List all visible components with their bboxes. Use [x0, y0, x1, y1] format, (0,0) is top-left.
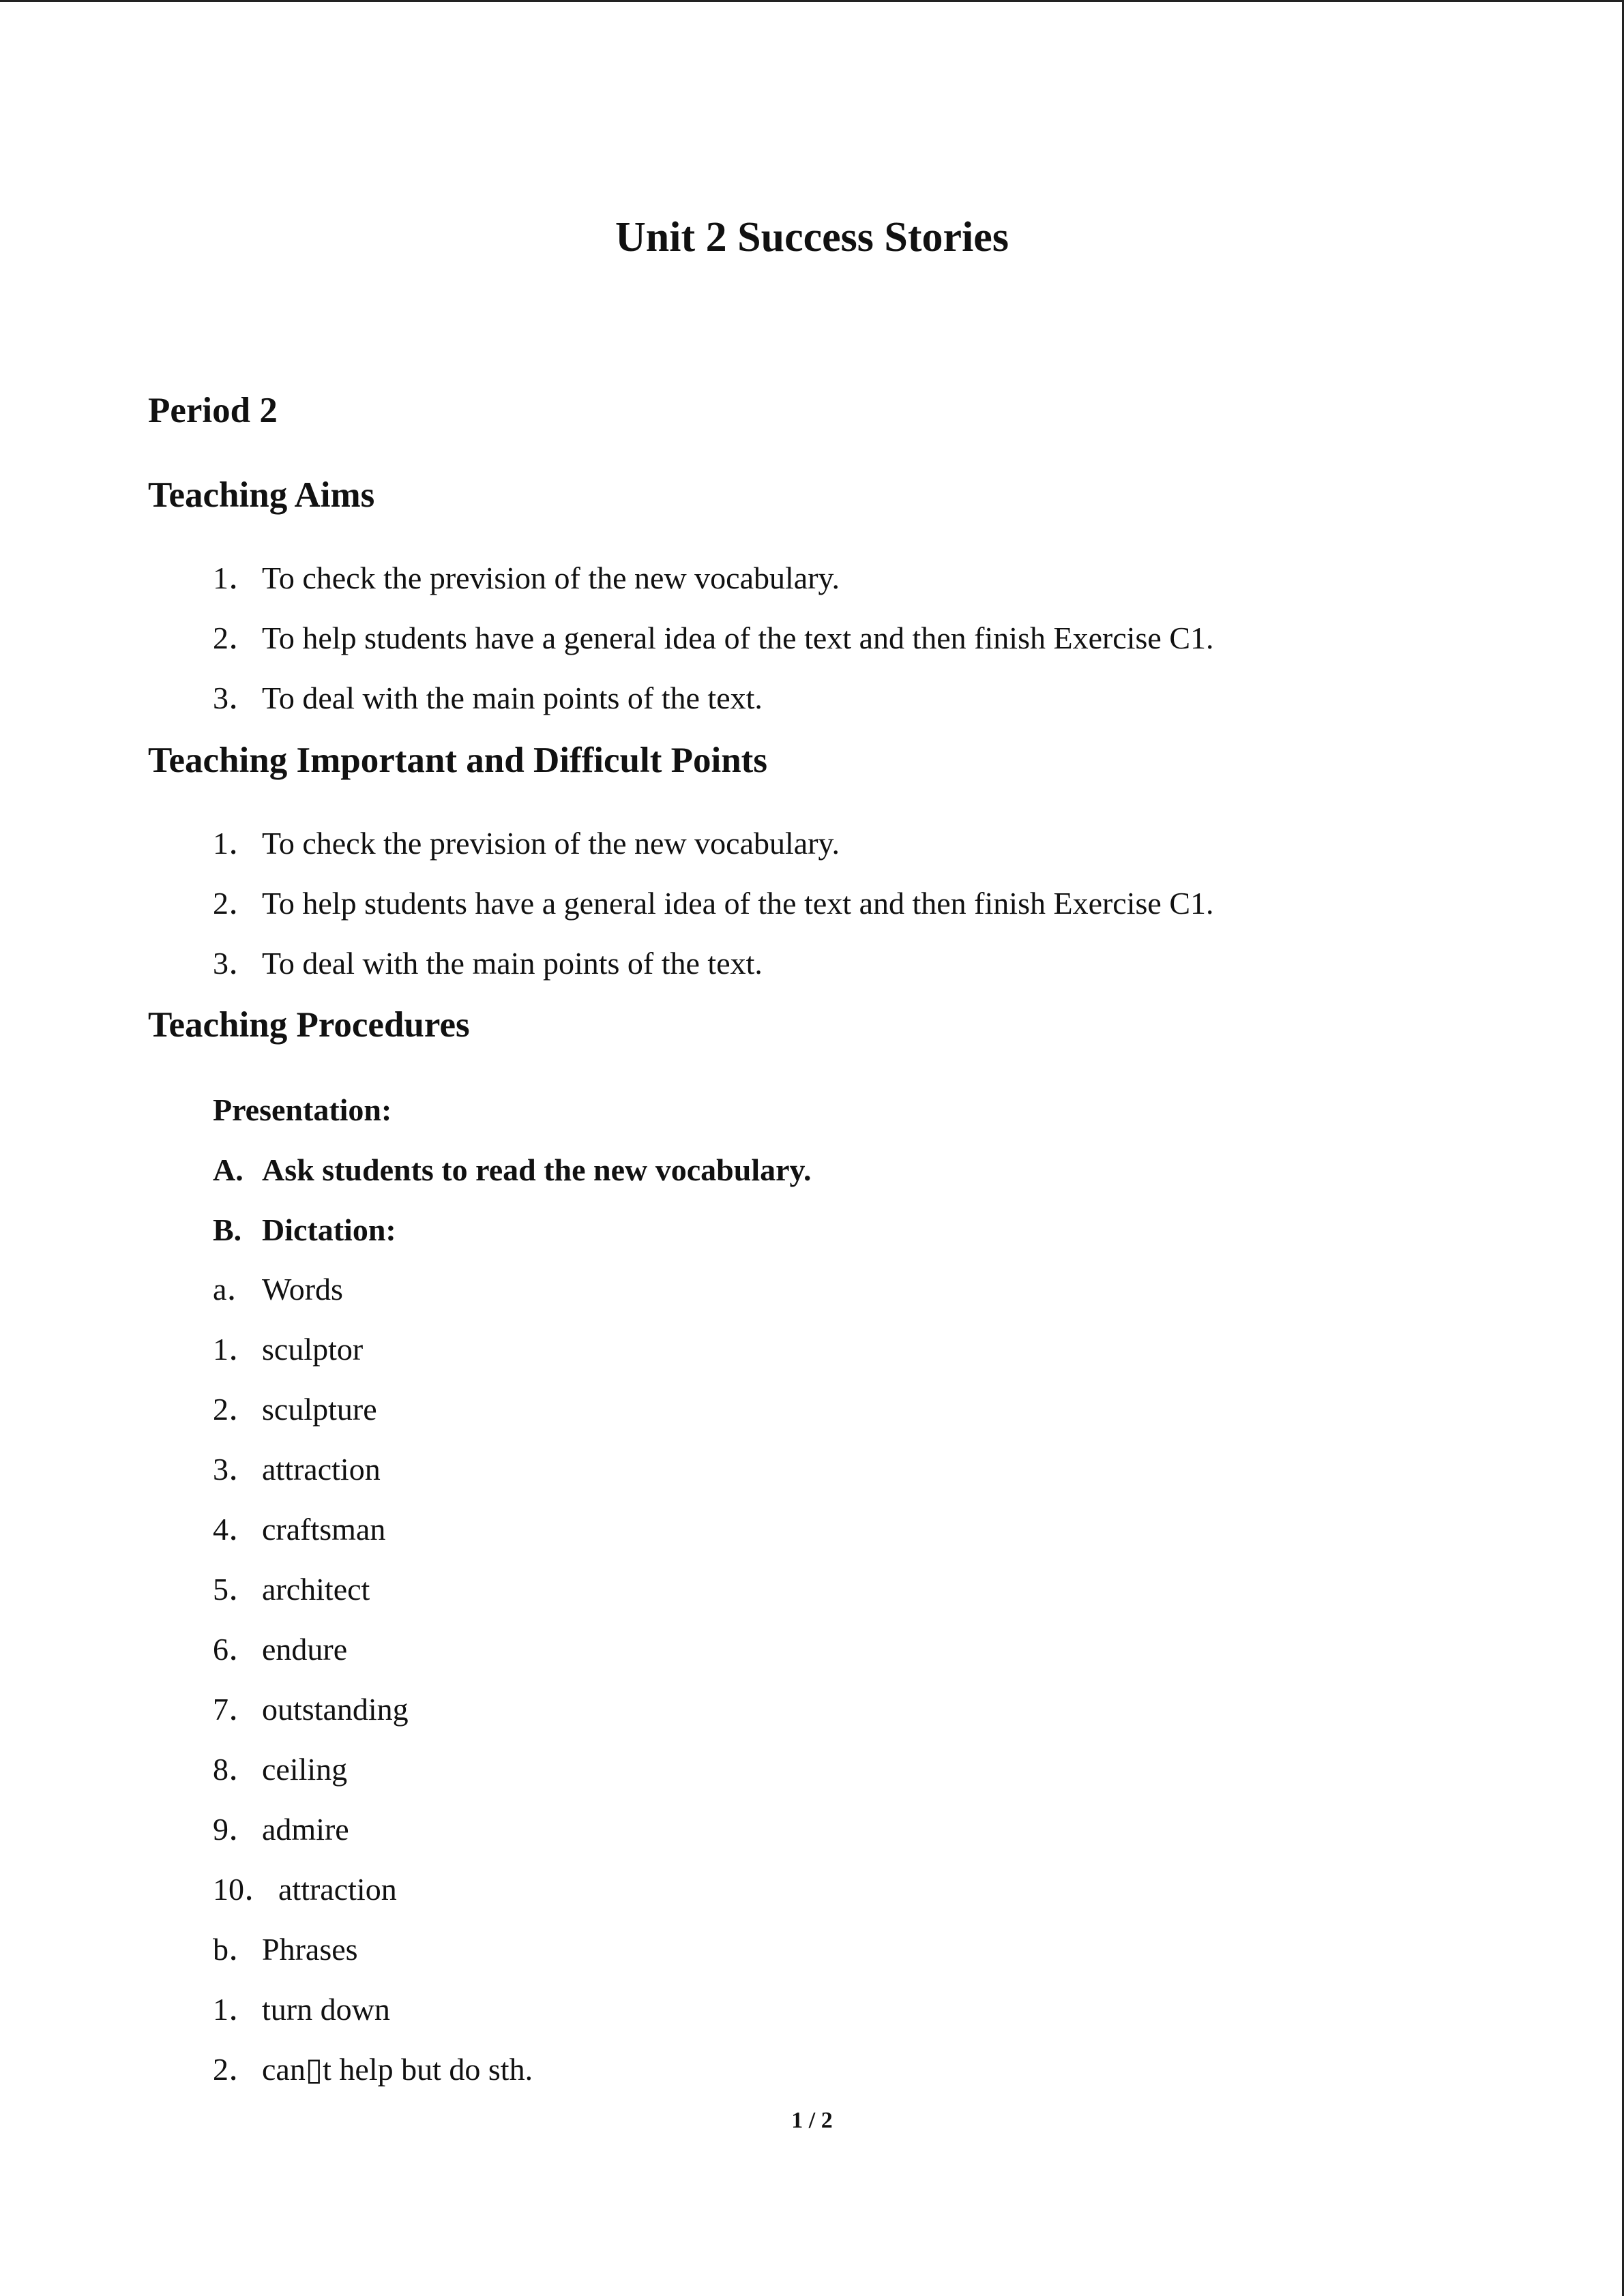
word-number: 1． [213, 1332, 260, 1367]
step-a [213, 1151, 812, 1189]
word-number: 10． [213, 1872, 276, 1907]
word-text: ceiling [262, 1752, 348, 1787]
word-number: 2． [213, 1392, 260, 1427]
word-text: architect [262, 1572, 370, 1607]
points-item [213, 944, 763, 982]
phrase-text: can▯t help but do sth. [262, 2052, 533, 2087]
points-item-number: 2． [213, 886, 260, 921]
word-item [213, 1510, 385, 1548]
phrase-item [213, 1991, 390, 2028]
word-text: craftsman [262, 1512, 386, 1547]
word-item [213, 1630, 347, 1668]
word-number: 5． [213, 1572, 260, 1607]
presentation-label: Presentation: [213, 1092, 392, 1127]
word-text: attraction [262, 1452, 381, 1487]
word-number: 6． [213, 1632, 260, 1667]
words-label [213, 1270, 343, 1308]
phrases-label-letter: b． [213, 1932, 260, 1967]
aims-item-number: 2． [213, 621, 260, 655]
aims-item-text: To help students have a general idea of the text and then finish Exercise C1. [262, 621, 1214, 655]
points-item-number: 1． [213, 826, 260, 861]
phrases-label-text: Phrases [262, 1932, 358, 1967]
teaching-aims-heading: Teaching Aims [148, 475, 375, 515]
page-number: 1 / 2 [791, 2108, 833, 2133]
points-item [213, 824, 840, 862]
word-text: attraction [278, 1872, 397, 1907]
word-item [213, 1390, 377, 1428]
word-text: outstanding [262, 1692, 409, 1727]
step-b-letter: B. [213, 1212, 242, 1247]
points-item-number: 3． [213, 946, 260, 981]
words-label-letter: a． [213, 1272, 259, 1307]
points-item-text: To deal with the main points of the text. [262, 946, 763, 981]
word-number: 3． [213, 1452, 260, 1487]
aims-item-text: To deal with the main points of the text. [262, 681, 763, 715]
aims-item-number: 3． [213, 681, 260, 715]
word-text: admire [262, 1812, 349, 1847]
word-number: 8． [213, 1752, 260, 1787]
word-item [213, 1690, 409, 1728]
period-heading: Period 2 [148, 391, 278, 430]
aims-item-text: To check the prevision of the new vocabulary. [262, 561, 840, 595]
phrases-label [213, 1930, 358, 1968]
word-text: endure [262, 1632, 348, 1667]
word-item [213, 1750, 347, 1788]
step-b [213, 1211, 396, 1249]
word-item [213, 1570, 370, 1608]
aims-item [213, 619, 1214, 657]
word-item [213, 1330, 363, 1368]
word-text: sculpture [262, 1392, 377, 1427]
word-number: 7． [213, 1692, 260, 1727]
aims-item-number: 1． [213, 561, 260, 595]
important-points-heading: Teaching Important and Difficult Points [148, 741, 767, 780]
word-item [213, 1450, 381, 1488]
aims-item [213, 679, 763, 717]
aims-item [213, 559, 840, 597]
document-title: Unit 2 Success Stories [615, 214, 1009, 260]
step-a-text: Ask students to read the new vocabulary. [262, 1152, 812, 1187]
step-b-text: Dictation: [262, 1212, 396, 1247]
word-item [213, 1810, 349, 1848]
words-label-text: Words [262, 1272, 343, 1307]
phrase-number: 1． [213, 1992, 260, 2027]
teaching-procedures-heading: Teaching Procedures [148, 1005, 470, 1045]
phrase-number: 2． [213, 2052, 260, 2087]
phrase-text: turn down [262, 1992, 390, 2027]
points-item-text: To help students have a general idea of the text and then finish Exercise C1. [262, 886, 1214, 921]
points-item-text: To check the prevision of the new vocabulary. [262, 826, 840, 861]
phrase-item [213, 2051, 533, 2088]
step-a-letter: A. [213, 1152, 243, 1187]
word-item [213, 1870, 397, 1908]
word-number: 9． [213, 1812, 260, 1847]
points-item [213, 884, 1214, 922]
word-number: 4． [213, 1512, 260, 1547]
word-text: sculptor [262, 1332, 364, 1367]
